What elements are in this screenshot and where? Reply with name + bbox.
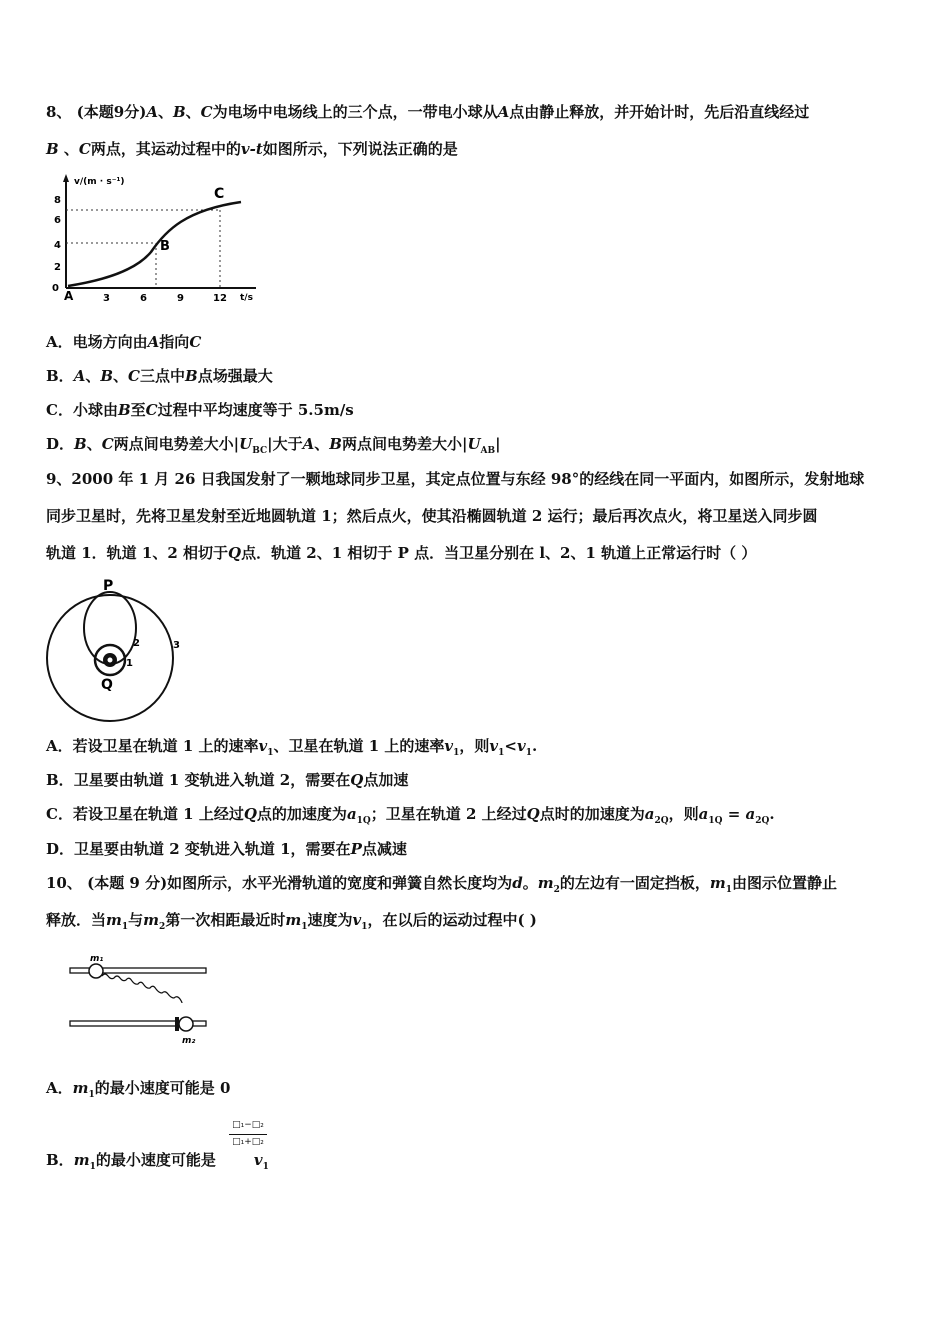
label-orbit-2: 2 (133, 638, 140, 649)
y-tick-0: 0 (52, 283, 59, 294)
label-m2: m₂ (182, 1036, 196, 1046)
point-B-label: B (160, 239, 170, 254)
fraction-denominator: □₁+□₂ (232, 1137, 264, 1147)
q8-option-d[interactable]: D．B、C两点间电势差大小$|U_{BC}|$大于A、B两点间电势差大小$|U_{AB}|$ (46, 435, 501, 456)
label-orbit-3: 3 (173, 640, 180, 651)
y-tick-6: 6 (54, 215, 61, 226)
point-A-label: A (64, 289, 74, 303)
label-Q: Q (101, 677, 113, 693)
y-tick-8: 8 (54, 195, 61, 206)
label-m1: m₁ (90, 954, 104, 964)
label-orbit-1: 1 (126, 658, 133, 669)
mass-m2-icon (179, 1017, 193, 1031)
x-axis-label: t/s (240, 293, 253, 303)
x-tick-9: 9 (177, 293, 184, 304)
y-tick-2: 2 (54, 262, 61, 273)
q9-orbit-diagram (40, 574, 200, 726)
q9-option-a[interactable]: A．若设卫星在轨道 1 上的速率$v_1$、卫星在轨道 1 上的速率$v_1$，则$v_1<v_1$. (46, 737, 538, 758)
q10-spring-diagram (66, 950, 216, 1050)
q8-option-c[interactable]: C．小球由B至C过程中平均速度等于 5.5m/s (46, 401, 354, 419)
x-tick-12: 12 (213, 293, 227, 304)
q9-option-b[interactable]: B．卫星要由轨道 1 变轨进入轨道 2，需要在Q点加速 (46, 771, 409, 789)
fraction-numerator: □₁−□₂ (232, 1120, 264, 1130)
q10-stem-line-2: 释放．当$m_1$与$m_2$第一次相距最近时$m_1$速度为$v_1$，在以后的运动过程中( ) (46, 911, 537, 932)
q8-stem-line-2: B 、C两点，其运动过程中的v-t如图所示，下列说法正确的是 (46, 140, 458, 158)
point-C-label: C (214, 186, 225, 202)
x-tick-6: 6 (140, 293, 147, 304)
q9-stem-line-2: 同步卫星时，先将卫星发射至近地圆轨道 1；然后点火，使其沿椭圆轨道 2 运行；最后再次点火，将卫星送入同步圆 (46, 507, 818, 525)
q8-option-b[interactable]: B．A、B、C三点中B点场强最大 (46, 367, 273, 385)
fixed-stop-plate (175, 1017, 179, 1031)
q10-stem-line-1: 10、 (本题 9 分)如图所示，水平光滑轨道的宽度和弹簧自然长度均为d。$m_2$的左边有一固定挡板，$m_1$由图示位置静止 (46, 874, 838, 895)
q8-vt-graph (46, 170, 266, 306)
q10-option-b[interactable]: B．$m_1$的最小速度可能是 $v_1$ (46, 1151, 269, 1172)
q9-stem-line-1: 9、2000 年 1 月 26 日我国发射了一颗地球同步卫星，其定点位置与东经 98°的经线在同一平面内，如图所示，发射地球 (46, 470, 865, 488)
y-tick-4: 4 (54, 240, 61, 251)
mass-m1-icon (89, 964, 103, 978)
vt-curve (68, 202, 241, 286)
q8-option-a[interactable]: A．电场方向由A指向C (46, 333, 202, 351)
q8-stem-line-1: 8、 (本题9分)A、B、C为电场中电场线上的三个点，一带电小球从A点由静止释放，并开始计时，先后沿直线经过 (46, 103, 810, 121)
fraction-bar (229, 1134, 267, 1135)
x-tick-3: 3 (103, 293, 110, 304)
label-P: P (103, 578, 114, 594)
q9-stem-line-3: 轨道 1．轨道 1、2 相切于Q点．轨道 2、1 相切于 P 点．当卫星分别在 l、2、1 轨道上正常运行时（ ） (46, 544, 757, 562)
y-axis-arrow-icon (63, 174, 69, 182)
q9-option-c[interactable]: C．若设卫星在轨道 1 上经过Q点的加速度为$a_{1Q}$；卫星在轨道 2 上经过Q点时的加速度为$a_{2Q}$，则$a_{1Q} = a_{2Q}$. (46, 805, 775, 826)
spring-coil (102, 974, 182, 1003)
y-axis-label: v/(m · s⁻¹) (74, 177, 125, 187)
q10-option-a[interactable]: A．$m_1$的最小速度可能是 0 (46, 1079, 231, 1100)
q9-option-d[interactable]: D．卫星要由轨道 2 变轨进入轨道 1，需要在P点减速 (46, 840, 407, 858)
